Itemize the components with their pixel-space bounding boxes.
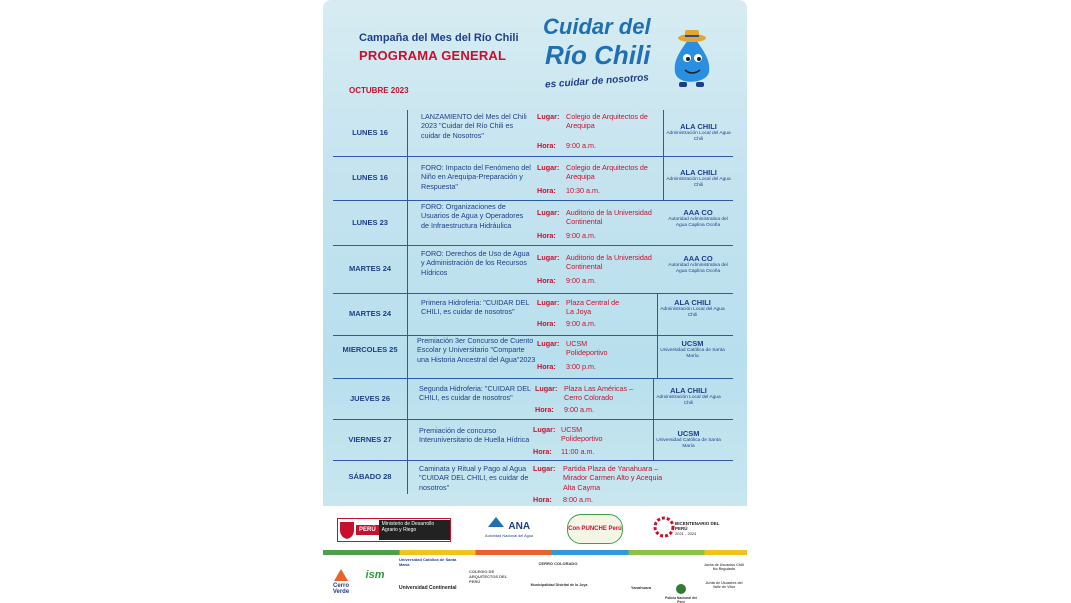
bicentenario-years: 2021 - 2024 bbox=[675, 531, 697, 536]
time-label: Hora: bbox=[537, 319, 556, 328]
schedule-row bbox=[333, 378, 733, 420]
organizer bbox=[657, 335, 727, 378]
time-label: Hora: bbox=[533, 447, 552, 456]
bicentenario-sun-icon bbox=[653, 516, 675, 538]
cerro-verde-name: Cerro Verde bbox=[332, 583, 350, 595]
campaign-title: Campaña del Mes del Río Chili bbox=[359, 32, 519, 44]
ana-logo bbox=[479, 516, 539, 538]
organizer bbox=[653, 419, 723, 460]
ucsm-logo bbox=[399, 557, 465, 591]
event-description: FORO: Organizaciones de Usuarios de Agua y Operadores de Infraestructura Hidráulica bbox=[421, 202, 524, 230]
place-label: Lugar: bbox=[533, 425, 556, 434]
cerro-verde-icon bbox=[334, 569, 348, 581]
event-description: FORO: Impacto del Fenómeno del Niño en Arequipa-Preparación y Respuesta" bbox=[421, 163, 531, 191]
time-label: Hora: bbox=[535, 405, 554, 414]
organizer-name: UCSM bbox=[677, 429, 700, 438]
event-time: 3:00 p.m. bbox=[566, 362, 596, 371]
event-time: 9:00 a.m. bbox=[564, 405, 594, 414]
continental-name: Universidad Continental bbox=[399, 585, 457, 591]
event-place: Plaza Las Américas – Cerro Colorado bbox=[564, 384, 634, 403]
event-day: LUNES 16 bbox=[333, 156, 408, 200]
schedule-row bbox=[333, 156, 733, 201]
schedule-row bbox=[333, 460, 733, 506]
water-drop-mascot-icon bbox=[667, 28, 717, 90]
event-time: 9:00 a.m. bbox=[566, 276, 596, 285]
yanahuara-logo: Yanahuara bbox=[630, 585, 652, 590]
place-label: Lugar: bbox=[537, 253, 560, 262]
policia-name: Policía Nacional del Perú bbox=[665, 596, 697, 603]
juntas-vitor-logo: Junta de Usuarios del Valle de Vítor bbox=[705, 581, 743, 589]
organizer-name: UCSM bbox=[681, 339, 704, 348]
event-poster bbox=[323, 0, 747, 603]
la-joya-logo: Municipalidad Distrital de la Joya bbox=[530, 583, 588, 587]
program-title: PROGRAMA GENERAL bbox=[359, 48, 507, 63]
event-place: Partida Plaza de Yanahuara – Mirador Carmen Alto y Acequia Alta Cayma bbox=[563, 464, 663, 492]
policia-logo bbox=[663, 583, 699, 603]
organizer-name: ALA CHILI bbox=[670, 386, 707, 395]
ana-wave-icon bbox=[488, 517, 504, 529]
place-label: Lugar: bbox=[533, 464, 556, 473]
organizer-fullname: Administración Local del Agua Chili bbox=[656, 395, 721, 406]
organizer bbox=[663, 200, 733, 245]
event-day: LUNES 16 bbox=[333, 110, 408, 156]
punche-logo: Con PUNCHE Perú bbox=[567, 514, 623, 544]
schedule-row bbox=[333, 335, 733, 379]
event-time: 10:30 a.m. bbox=[566, 186, 600, 195]
event-description: Primera Hidroferia: "CUIDAR DEL CHILI, es cuidar de nosotros" bbox=[421, 298, 530, 317]
place-label: Lugar: bbox=[537, 163, 560, 172]
place-label: Lugar: bbox=[535, 384, 558, 393]
logo-line1: Cuidar del bbox=[543, 14, 651, 39]
event-time: 8:00 a.m. bbox=[563, 495, 593, 504]
organizer-fullname: Administración Local del Agua Chili bbox=[666, 177, 731, 188]
organizer bbox=[663, 245, 733, 293]
bicentenario-title: BICENTENARIO DEL PERÚ bbox=[675, 521, 720, 531]
organizer-fullname: Universidad Católica de Santa María bbox=[660, 348, 725, 359]
place-label: Lugar: bbox=[537, 339, 560, 348]
event-place: Colegio de Arquitectos de Arequipa bbox=[566, 163, 648, 182]
event-description: Caminata y Ritual y Pago al Agua "CUIDAR DEL CHILI, es cuidar de nosotros" bbox=[419, 464, 529, 492]
event-description: Premiación de concurso Interuniversitario de Huella Hídrica bbox=[419, 426, 530, 445]
event-time: 9:00 a.m. bbox=[566, 231, 596, 240]
event-place: Plaza Central de La Joya bbox=[566, 298, 620, 317]
organizer bbox=[663, 156, 733, 200]
government-logos-band bbox=[323, 506, 747, 550]
organizer-name: ALA CHILI bbox=[680, 122, 717, 131]
schedule-row bbox=[333, 110, 733, 157]
sponsor-logos-band bbox=[323, 555, 747, 603]
peru-label: PERÚ bbox=[356, 525, 379, 535]
event-time: 11:00 a.m. bbox=[561, 447, 595, 456]
peru-shield-icon bbox=[338, 520, 356, 540]
event-day: VIERNES 27 bbox=[333, 419, 408, 460]
event-description: Segunda Hidroferia: "CUIDAR DEL CHILI, es cuidar de nosotros" bbox=[419, 384, 531, 403]
event-day: LUNES 23 bbox=[333, 200, 408, 245]
organizer-fullname: Universidad Católica de Santa María bbox=[656, 438, 721, 449]
cerro-verde-logo bbox=[325, 569, 357, 595]
time-label: Hora: bbox=[537, 276, 556, 285]
time-label: Hora: bbox=[537, 186, 556, 195]
event-place: Auditorio de la Universidad Continental bbox=[566, 253, 652, 272]
event-day: JUEVES 26 bbox=[333, 378, 408, 419]
event-place: UCSM Polideportivo bbox=[566, 339, 608, 358]
schedule-row bbox=[333, 419, 733, 461]
ministry-name: Ministerio de Desarrollo Agrario y Riego bbox=[379, 520, 450, 540]
time-label: Hora: bbox=[537, 141, 556, 150]
organizer-fullname: Administración Local del Agua Chili bbox=[660, 307, 725, 318]
place-label: Lugar: bbox=[537, 112, 560, 121]
ucsm-name: Universidad Católica de Santa María bbox=[399, 557, 457, 567]
organizer-name: AAA CO bbox=[683, 208, 713, 217]
organizer bbox=[663, 110, 733, 156]
schedule-row bbox=[333, 293, 733, 336]
event-place: Auditorio de la Universidad Continental bbox=[566, 208, 652, 227]
event-description: FORO: Derechos de Uso de Agua y Administración de los Recursos Hídricos bbox=[421, 249, 530, 277]
organizer bbox=[653, 378, 723, 419]
organizer-name: ALA CHILI bbox=[674, 298, 711, 307]
event-place: UCSM Polideportivo bbox=[561, 425, 603, 444]
time-label: Hora: bbox=[533, 495, 552, 504]
place-label: Lugar: bbox=[537, 208, 560, 217]
ana-title: ANA bbox=[508, 521, 531, 532]
event-time: 9:00 a.m. bbox=[566, 319, 596, 328]
event-description: Premiación 3er Concurso de Cuento Escolar y Universitario "Comparte una Historia Ancestral del Agua"2023 bbox=[417, 336, 536, 364]
logo-tagline: es cuidar de nosotros bbox=[544, 72, 650, 91]
cerro-colorado-logo: CERRO COLORADO bbox=[538, 561, 578, 566]
organizer-fullname: Autoridad Administrativa del Agua Caplina Ocoña bbox=[668, 217, 728, 228]
ana-subtitle: Autoridad Nacional del Agua bbox=[485, 534, 533, 538]
juntas-chili-logo: Junta de Usuarios Chili No Regulado bbox=[704, 563, 744, 571]
ism-logo: ism bbox=[365, 569, 385, 581]
event-day: MARTES 24 bbox=[333, 245, 408, 293]
event-description: LANZAMIENTO del Mes del Chili 2023 "Cuidar del Río Chili es cuidar de Nosotros" bbox=[421, 112, 527, 140]
organizer-name: ALA CHILI bbox=[680, 168, 717, 177]
time-label: Hora: bbox=[537, 362, 556, 371]
colegio-arquitectos-logo: COLEGIO DE ARQUITECTOS DEL PERÚ bbox=[469, 569, 508, 584]
bicentenario-logo bbox=[653, 516, 729, 538]
organizer bbox=[657, 293, 727, 335]
schedule-row bbox=[333, 245, 733, 294]
policia-badge-icon bbox=[675, 583, 687, 595]
event-day: SÁBADO 28 bbox=[333, 460, 408, 494]
campaign-logo bbox=[535, 10, 725, 102]
organizer-fullname: Autoridad Administrativa del Agua Caplina Ocoña bbox=[668, 263, 728, 274]
schedule-row bbox=[333, 200, 733, 246]
organizer-name: AAA CO bbox=[683, 254, 713, 263]
organizer-fullname: Administración Local del Agua Chili bbox=[666, 131, 731, 142]
event-time: 9:00 a.m. bbox=[566, 141, 596, 150]
event-day: MARTES 24 bbox=[333, 293, 408, 335]
time-label: Hora: bbox=[537, 231, 556, 240]
logo-line2: Río Chili bbox=[545, 40, 651, 70]
event-day: MIERCOLES 25 bbox=[333, 335, 408, 378]
event-place: Colegio de Arquitectos de Arequipa bbox=[566, 112, 648, 131]
place-label: Lugar: bbox=[537, 298, 560, 307]
month-label: OCTUBRE 2023 bbox=[349, 86, 409, 95]
ministry-logo bbox=[337, 518, 451, 542]
